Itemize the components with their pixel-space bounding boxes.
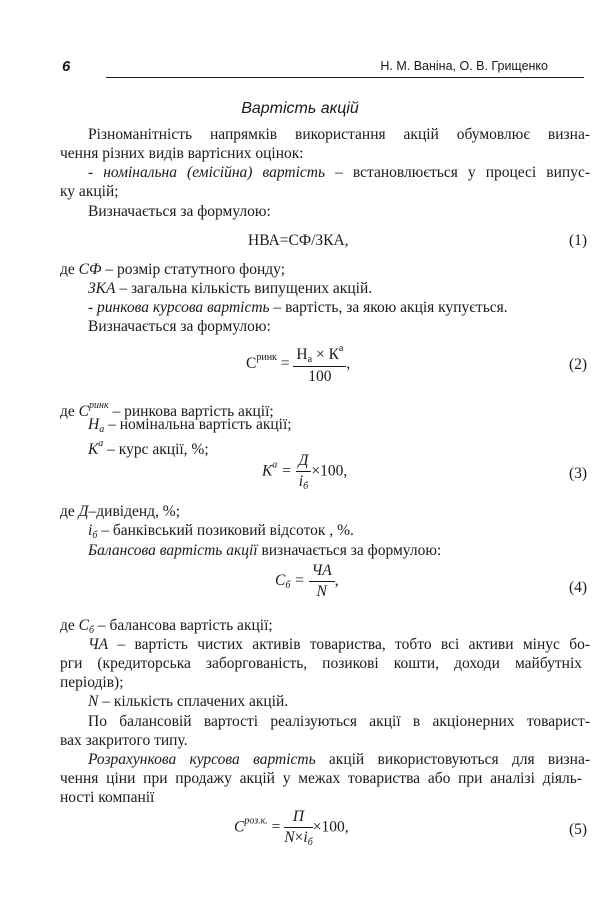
paragraph-line: Розрахункова курсова вартість акцій використовуються для визна-	[88, 751, 591, 768]
page-header	[56, 58, 584, 80]
section-title: Вартість акцій	[241, 100, 359, 117]
formula-number: (1)	[569, 232, 588, 249]
fraction: $\frac{Д}{і_б}$	[296, 452, 312, 492]
formula-5: $C^{роз.к.}$ = $\frac{П}{N\times і_б}$ ×100,	[234, 808, 349, 848]
paragraph-line: ку акцій;	[60, 183, 119, 200]
definition-line: ЧА – вартість чистих активів товариства, тобто всі активи мінус бо-	[88, 636, 590, 653]
formula-1: НВА=СФ/ЗКА,	[248, 232, 349, 249]
definition-line: $К^а$ – курс акції, %;	[88, 438, 209, 458]
formula-number: (4)	[569, 579, 588, 596]
formula-number: (3)	[569, 465, 588, 482]
paragraph-line: ності компанії	[60, 789, 155, 806]
formula-4: $С_б$ = $\frac{ЧА}{N}$ ,	[275, 562, 339, 600]
definition-line: де Д–дивіденд, %;	[60, 503, 181, 520]
paragraph-line: Різноманітність напрямків використання акцій обумовлює визна-	[88, 126, 590, 143]
paragraph-line: По балансовій вартості реалізуються акції в акціонерних товарист-	[88, 713, 590, 730]
formula-2: $C^{ринк}$ = $\frac{Н_а \times К^а}{100}$ ,	[246, 343, 351, 385]
definition-line: $Н_а$ – номінальна вартість акції;	[88, 416, 292, 435]
running-head-authors: Н. М. Ваніна, О. В. Грищенко	[380, 59, 548, 73]
paragraph-line: Визначається за формулою:	[88, 318, 271, 335]
paragraph-line: чення різних видів вартісних оцінок:	[60, 145, 304, 162]
definition-line: $і_б$ – банківський позиковий відсоток , %.	[88, 522, 354, 541]
paragraph-line: Визначається за формулою:	[88, 203, 271, 220]
page-number: 6	[62, 58, 71, 75]
header-rule	[106, 77, 584, 78]
paragraph-line: Балансова вартість акції визначається за формулою:	[88, 542, 442, 559]
paragraph-line: вах закритого типу.	[60, 732, 188, 749]
formula-number: (5)	[569, 821, 588, 838]
formula-3: $К^а$ = $\frac{Д}{і_б}$ ×100,	[262, 452, 348, 492]
definition-line: рги (кредиторська заборгованість, позикові кошти, доходи майбутніх	[60, 655, 582, 672]
paragraph-line: чення ціни при продажу акцій у межах товариства або при аналізі діяль-	[60, 770, 582, 787]
definition-line: ЗКА – загальна кількість випущених акцій.	[88, 280, 373, 297]
definition-line: N – кількість сплачених акцій.	[88, 693, 289, 710]
definition-line: де $С^{ринк}$ – ринкова вартість акції;	[60, 400, 274, 420]
definition-line: де СФ – розмір статутного фонду;	[60, 261, 285, 278]
fraction: $\frac{П}{N\times і_б}$	[284, 808, 313, 848]
fraction: $\frac{ЧА}{N}$	[309, 562, 335, 601]
paragraph-line: - номінальна (емісійна) вартість – встановлюється у процесі випус-	[88, 164, 590, 181]
fraction: $\frac{Н_а \times К^а}{100}$	[293, 343, 346, 386]
formula-number: (2)	[569, 356, 588, 373]
definition-line: періодів);	[60, 674, 124, 691]
paragraph-line: - ринкова курсова вартість – вартість, за якою акція купується.	[88, 299, 508, 316]
definition-line: де $С_б$ – балансова вартість акції;	[60, 617, 273, 636]
